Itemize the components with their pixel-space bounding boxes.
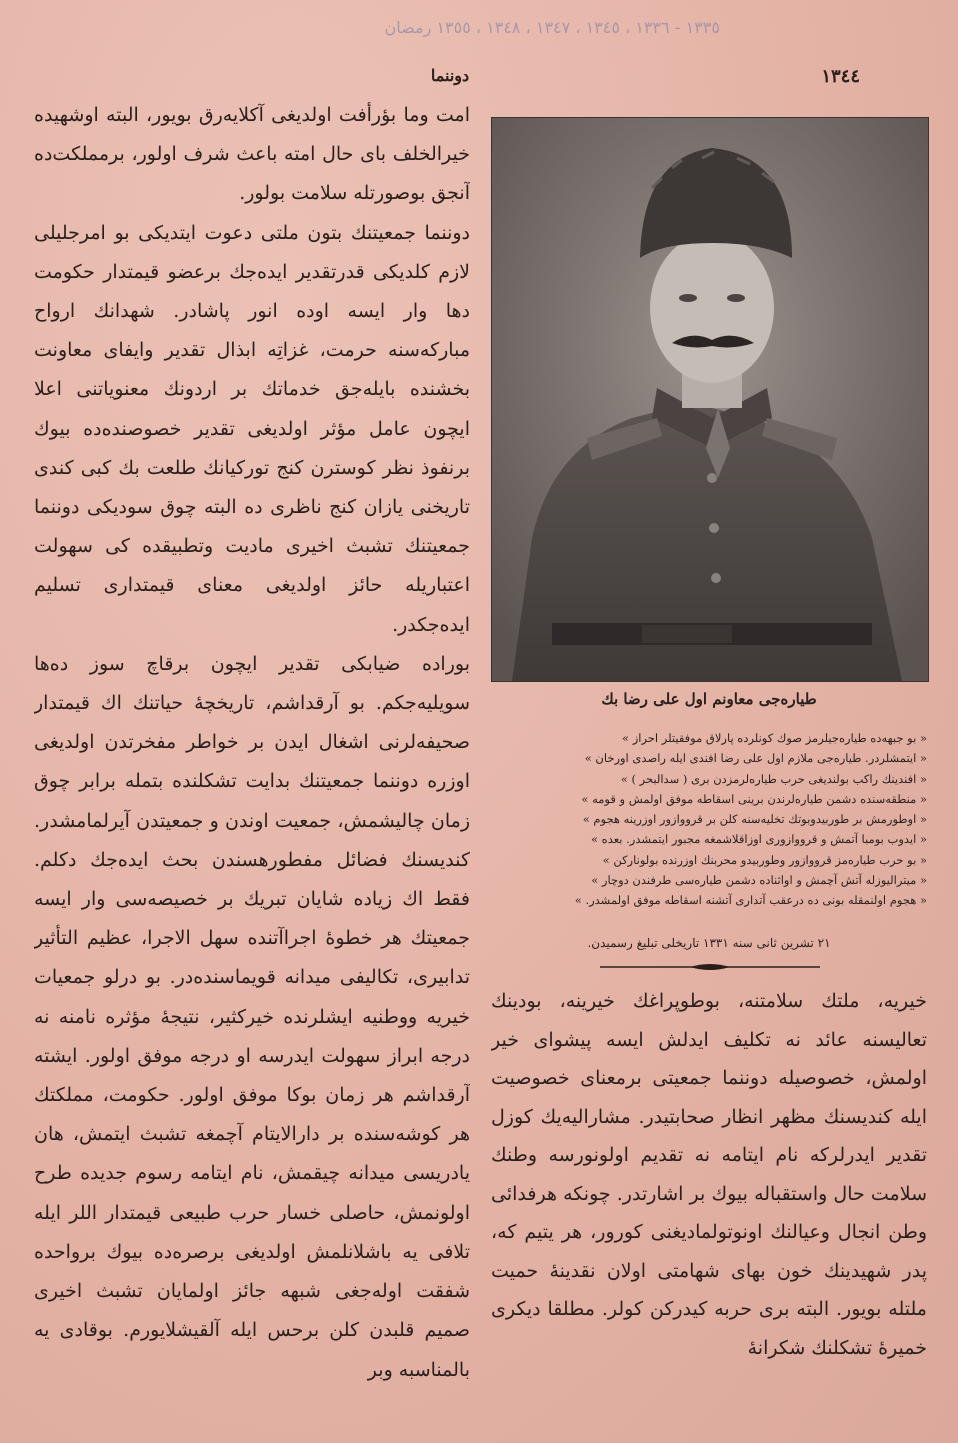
paragraph: امت وما بؤرأفت اولديغى آكلايه‌رق بويور، البته اوشهيده خيرالخلف باى حال امته باعث شرف اولور، برمملكت‌ده آنجق بوصورتله سلامت بولور.: [34, 104, 470, 205]
ornamental-divider: [590, 962, 830, 972]
right-text-column: [491, 982, 927, 1402]
quote-line: « ايدوب بومبا آتمش و قرووازورى اوزاقلاشمغه مجبور ايتمشدر. بعده »: [590, 832, 927, 847]
officer-portrait-photo: [491, 117, 929, 682]
paragraph: خيريه، ملتك سلامتنه، بوطوپراغك خيرينه، بودينك تعاليسنه عائد نه تكليف ايدلش ايسه پيشواى خير اولمش، خصوصيله دوننما جمعيتى برمعناى خصوصيت ايله كنديسنك مظهر انظار صحابتيدر. مشاراليه‌يك كوزل تقدير ايدرلركه نام ايتامه نه تقديم اولونورسه وطنك سلامت حال واستقباله بيوك بر اشارتدر. چونكه هرفدائى وطن انجال وعيالنك اونوتولماديغنى كورور، هر يتيم كه، پدر شهيدينك خون بهاى شهامتى اولان نقدينهٔ حميت ملتله بويور. البته برى حربه كيدركن كولر. مطلقا ديكرى خميرهٔ تشكلنك شكرانهٔ: [491, 990, 927, 1359]
quote-line: « افندينك راكب بولنديغى حرب طياره‌لرمزدن برى ( سدالبحر ) »: [620, 771, 927, 786]
quote-line: « بو جبهه‌ده طياره‌جيلرمز صوك كونلرده پارلاق موفقيتلر احراز »: [622, 731, 927, 745]
handwritten-annotation: ١٣٣٥ - ١٣٣٦ ، ١٣٤٥ ، ١٣٤٧ ، ١٣٤٨ ، ١٣٥٥ رمضان: [384, 18, 720, 37]
official-report-quote: [491, 728, 927, 911]
paragraph: بوراده ضيابكى تقدير ايچون برقاچ سوز ده‌ها سويليه‌جكم. بو آرقداشم، تاريخچهٔ حياتنك اك قيمتدار صحيفه‌لرنى اشغال ايدن بر خواطر مفخرتدن اولديغى اوزره دوننما جمعيتنك بدايت تشكلنده بتمله برابر چوق زمان چاليشمش، جمعيت اوندن و جمعيتدن آيرلمامشدر. كنديسنك فضائل مفطورهسندن بحث ايده‌جك دكلم. فقط اك زياده شايان تبريك بر خصيصه‌سى وار ايسه جمعيتك هر خطوهٔ اجراآتنده سهل الاجرا، عظيم التأثير تدابيرى، تكاليفى ميدانه قويماسنده‌در. بو درلو جمعيات خيريه ووطنيه ايشلرنده خيركثير، نتيجهٔ مؤثره نامنه نه درجه ابراز سهولت ايدرسه او درجه موفق اولور. ايشته آرقداشم هر زمان بوكا موفق اولور. حكومت، مملكتك هر كوشه‌سنده بر دارالايتام آچمغه تشبث ايتمش، هان يادريسى ميدانه چيقمش، نام ايتامه رسوم جديده طرح اولونمش، حاصلى خسار حرب طبيعى قيمتدار اللر ايله تلافى يه باشلانلمش اولديغى برصره‌ده بيوك برواحده شفقت اوله‌جغى شبهه جائز اولمايان تشبث اخيرى صميم قلبدن كلن برحس ايله آلقيشلايورم. بوقادى يه بالمناسبه وبر: [34, 652, 470, 1381]
page-number: ١٣٤٤: [821, 66, 860, 87]
quote-line: « ايتمشلردر. طياره‌جى ملازم اول على رضا افندى ايله راصدى اورخان »: [584, 751, 927, 766]
photo-caption: طياره‌جى معاونم اول على رضا بك: [601, 690, 817, 708]
report-date-line: ٢١ تشرين ثانى سنه ١٣٣١ تاريخلى تبليغ رسميدن.: [587, 936, 831, 950]
quote-line: « منطقه‌سنده دشمن طياره‌لرندن برينى اسقاطه موفق اولمش و قومه »: [581, 791, 927, 806]
quote-line: « اوطورمش بر طوربيدوبوتك تخليه‌سنه كلن بر قرووازور اوزرينه هجوم »: [582, 812, 927, 827]
paragraph: دوننما جمعيتنك بتون ملتى دعوت ايتديكى بو امرجليلى لازم كلديكى قدرتقدير ايده‌جك برعضو قيمتدار حكومت دها وار ايسه اوده انور پاشادر. شهدانك ارواح مباركه‌سنه حرمت، غزاتِه ابذال تقدير وايفاى معاونت بخشنده بايله‌جق خدماتك بر اردونك معنوياتنى اعلا ايچون عامل مؤثر اولديغى تقدير خصوصنده‌ده بيوك برنفوذ نظر كوسترن كنج توركيانك طلعت بك كبى كندى تاريخنى يازان كنج ناظرى ده البته چوق سوديكى دوننما جمعيتنك تشبث اخيرى ماديت وتطبيقده كى سهولت اعتباريله حائز اولديغى معناى قيمتدارى تسليم ايده‌جكدر.: [34, 221, 470, 636]
quote-line: « ميترالیوزله آتش آچمش و اواثناده دشمن طياره‌سى طرفندن دوچار »: [591, 873, 927, 888]
portrait-illustration: [492, 118, 928, 681]
quote-line: « هجوم اولنمقله بونى ده درعقب آتدارى آتشنه اسقاطه موفق اولمشدر. »: [574, 893, 927, 908]
quote-line: « بو حرب طياره‌مز قرووازور وطوربيدو محربنك اوزرنده بولوناركن »: [602, 852, 927, 867]
left-text-column: [34, 96, 470, 1416]
running-title: دوننما: [430, 66, 470, 85]
